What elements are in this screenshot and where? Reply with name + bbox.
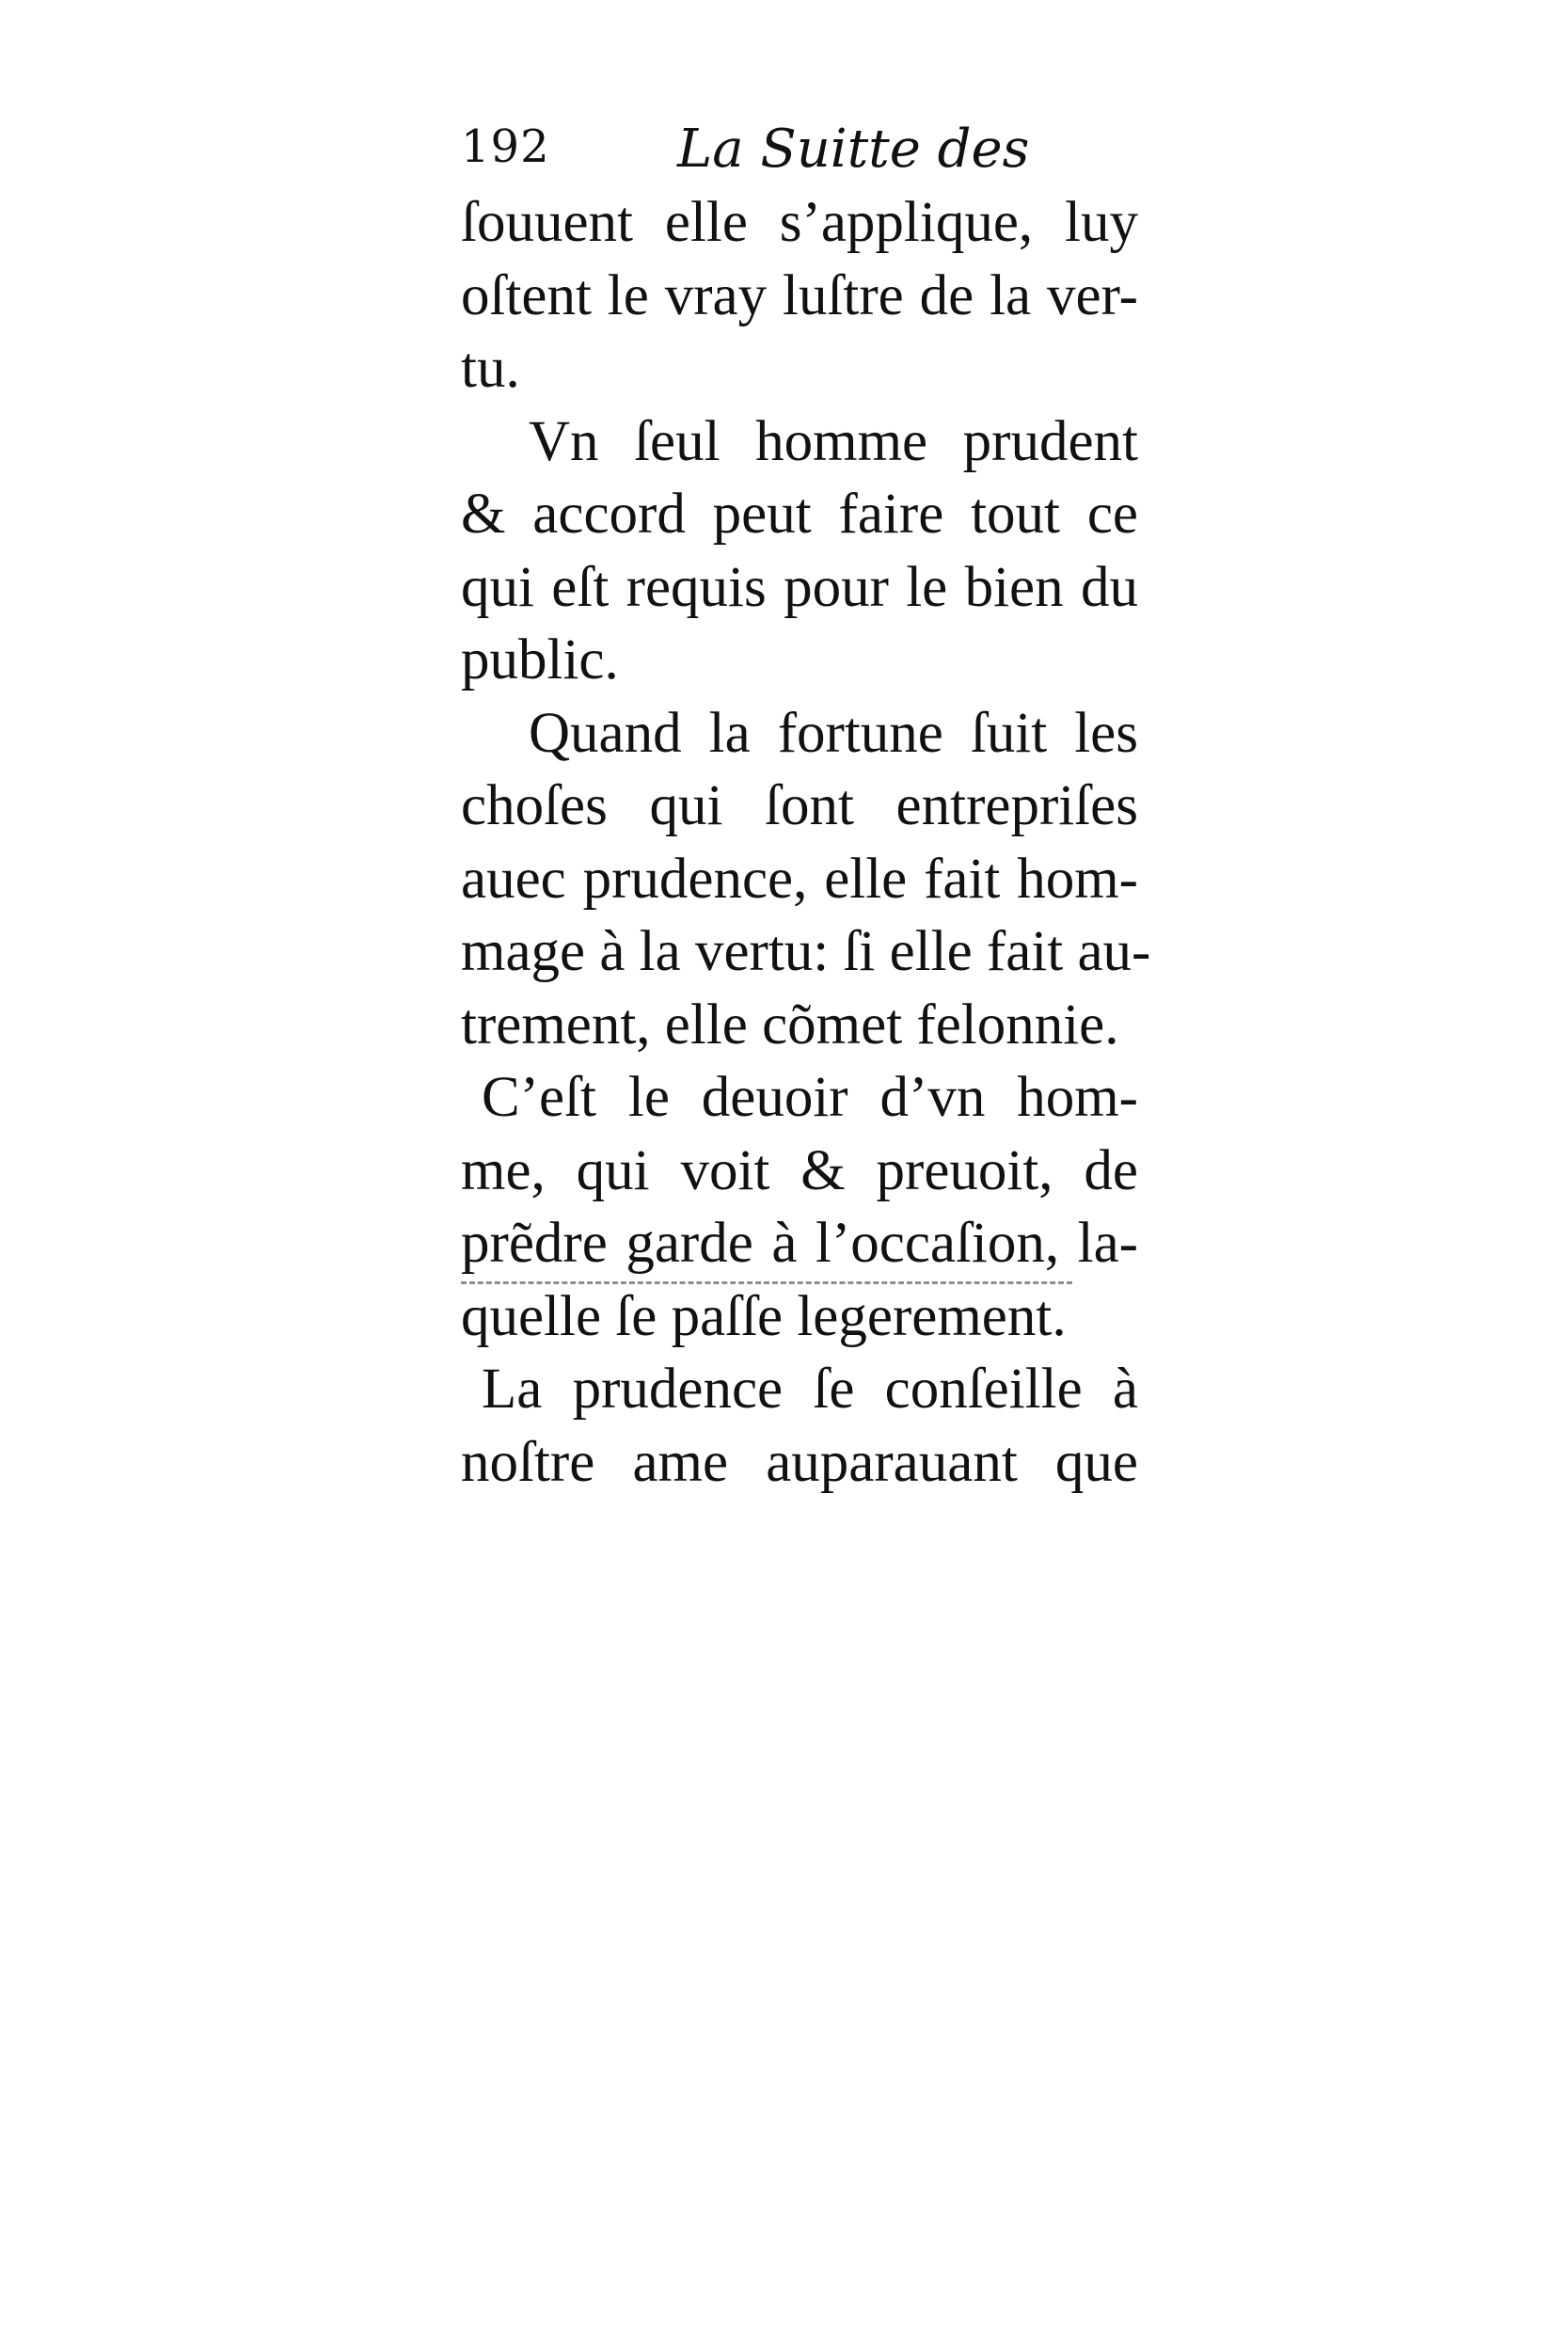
text-line: auec prudence, elle fait hom-: [461, 847, 1138, 911]
text-line: La prudence ſe conſeille à: [482, 1358, 1138, 1421]
text-line: mage à la vertu: ſi elle fait au-: [461, 920, 1151, 983]
text-line: Quand la fortune ſuit les: [529, 701, 1138, 765]
text-line: & accord peut faire tout ce: [461, 483, 1138, 546]
paragraph-2: [461, 405, 1138, 697]
text-line: C’eſt le deuoir d’vn hom-: [482, 1066, 1138, 1129]
text-line: public.: [461, 628, 619, 691]
text-line: choſes qui ſont entrepriſes: [461, 774, 1138, 837]
text-line: Vn ſeul homme prudent: [529, 409, 1138, 473]
text-line: quelle ſe paſſe legerement.: [461, 1284, 1067, 1348]
text-line: trement, elle cõmet felonnie.: [461, 993, 1119, 1057]
running-title: La Suitte des: [677, 119, 1030, 180]
text-line: prẽdre garde à l’occaſion, la-: [461, 1212, 1138, 1275]
page-number: 192: [461, 120, 550, 173]
text-line: ſouuent elle s’applique, luy: [461, 191, 1138, 254]
paragraph-1: [461, 186, 1138, 405]
text-line: qui eſt requis pour le bien du: [461, 555, 1138, 619]
paragraph-3: [461, 697, 1151, 1062]
text-line: noſtre ame auparauant que: [461, 1430, 1138, 1494]
paragraph-5: [461, 1353, 1138, 1499]
bottom-print-rule: [461, 1281, 1072, 1284]
text-line: tu.: [461, 337, 520, 400]
text-line: oſtent le vray luſtre de la ver-: [461, 263, 1138, 327]
paragraph-4: [461, 1061, 1138, 1353]
page-header: [461, 120, 1044, 186]
text-line: me, qui voit & preuoit, de: [461, 1138, 1138, 1202]
body-text: [461, 186, 1151, 1499]
